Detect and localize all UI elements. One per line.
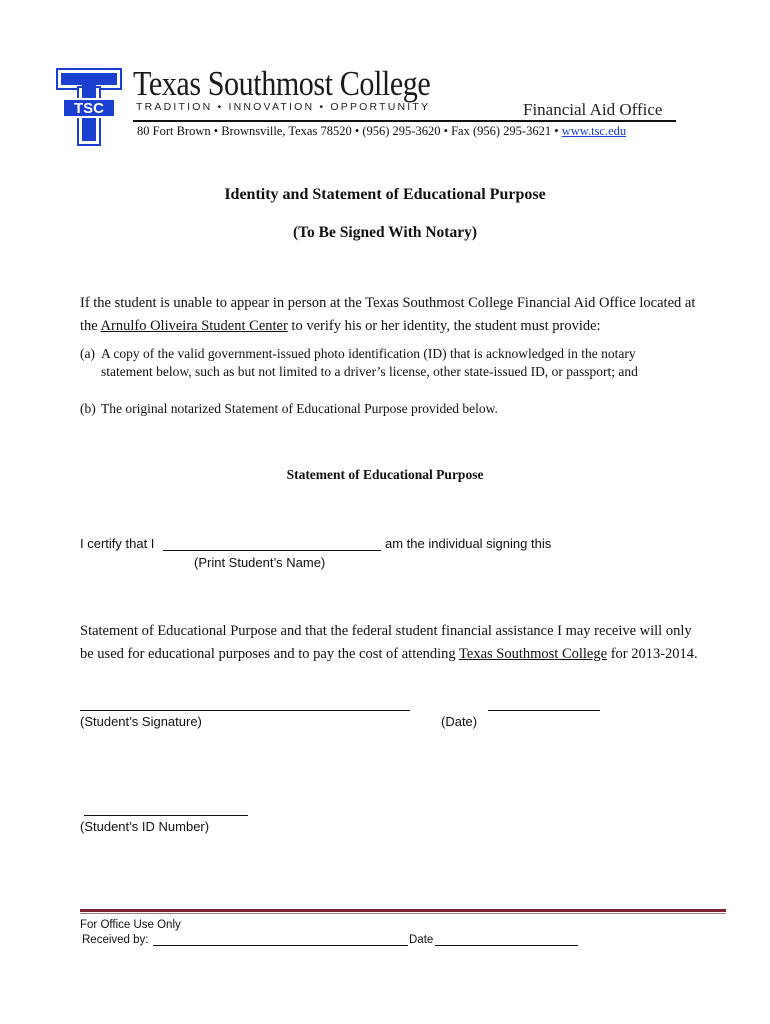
office-name: Financial Aid Office: [523, 100, 663, 119]
received-by-label: Received by:: [82, 934, 149, 946]
footer-divider-thin: [80, 913, 726, 914]
item-a-line-2: statement below, such as but not limited to a driver’s license, other state-issued ID, or passport; and: [101, 364, 638, 379]
document-subtitle: (To Be Signed With Notary): [292, 224, 478, 241]
college-name: Texas Southmost College: [133, 64, 431, 103]
item-b-line-1: The original notarized Statement of Educational Purpose provided below.: [101, 401, 498, 416]
student-signature-label: (Student’s Signature): [80, 714, 202, 729]
certify-text-pre: I certify that I: [80, 536, 155, 551]
statement-paragraph: [80, 620, 698, 665]
student-signature-field[interactable]: [80, 710, 410, 711]
intro-line-2-pre: the: [80, 317, 101, 334]
office-use-heading: For Office Use Only: [80, 919, 181, 931]
student-id-field[interactable]: [84, 815, 248, 816]
student-id-label: (Student’s ID Number): [80, 819, 210, 834]
logo-text: TSC: [74, 100, 104, 117]
date-field[interactable]: [488, 710, 600, 711]
header-divider: [133, 120, 676, 122]
tsc-logo: [56, 68, 122, 146]
intro-line-2: [80, 315, 695, 338]
statement-line-2-post: for 2013-2014.: [607, 645, 698, 662]
student-name-caption: (Print Student’s Name): [194, 555, 326, 570]
statement-line-1: Statement of Educational Purpose and that the federal student financial assistance I may receive will only: [80, 623, 692, 639]
footer-divider: [80, 909, 726, 912]
received-by-field[interactable]: [153, 945, 408, 946]
address-text: 80 Fort Brown • Brownsville, Texas 78520 • (956) 295-3620 • Fax (956) 295-3621 •: [137, 124, 562, 138]
college-name-underlined: Texas Southmost College: [459, 645, 608, 662]
college-tagline: TRADITION • INNOVATION • OPPORTUNITY: [136, 101, 431, 113]
date-label: (Date): [441, 714, 478, 729]
student-center-name: Arnulfo Oliveira Student Center: [100, 317, 288, 334]
intro-line-2-post: to verify his or her identity, the student must provide:: [287, 317, 601, 334]
item-label: (a): [80, 346, 95, 361]
office-date-label: Date: [409, 934, 434, 946]
section-title: Statement of Educational Purpose: [286, 467, 484, 482]
item-label: (b): [80, 401, 96, 416]
statement-line-2-pre: be used for educational purposes and to pay the cost of attending: [80, 645, 460, 662]
statement-line-2: [80, 643, 698, 666]
certify-text-post: am the individual signing this: [385, 536, 552, 551]
student-name-field[interactable]: [163, 550, 381, 551]
document-title: Identity and Statement of Educational Purpose: [224, 186, 546, 203]
contact-line: [137, 124, 626, 139]
intro-paragraph: [80, 292, 695, 337]
website-link[interactable]: www.tsc.edu: [561, 124, 627, 138]
intro-line-1: If the student is unable to appear in person at the Texas Southmost College Financial Aid Office located at: [80, 295, 696, 311]
item-a-line-1: A copy of the valid government-issued photo identification (ID) that is acknowledged in the notary: [101, 346, 636, 361]
office-date-field[interactable]: [435, 945, 578, 946]
